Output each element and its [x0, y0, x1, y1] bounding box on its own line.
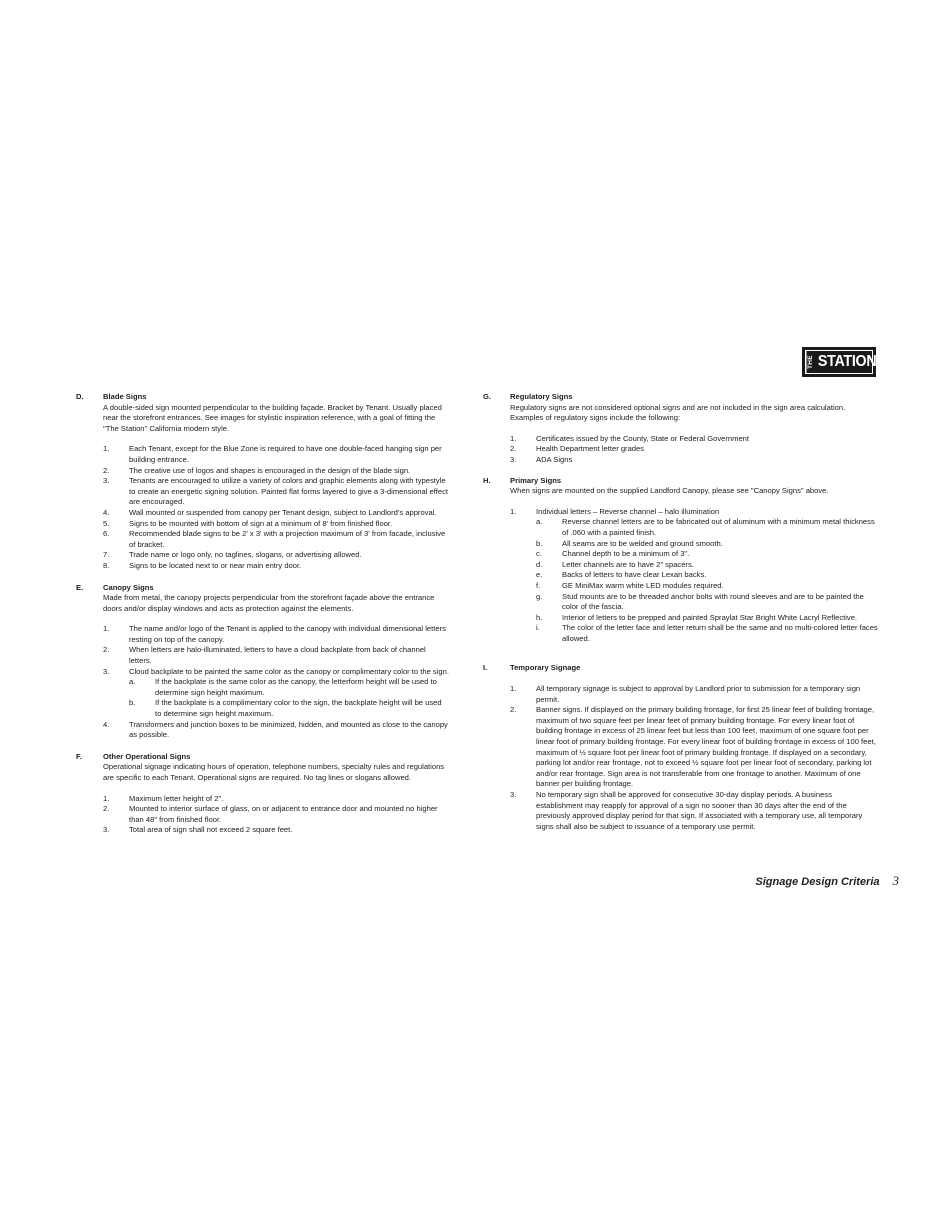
list-item	[103, 519, 450, 530]
logo-the-text: THE	[806, 351, 816, 373]
sub-item-text: Channel depth to be a minimum of 3".	[562, 549, 690, 559]
item-text: Cloud backplate to be painted the same color as the canopy or complimentary color to the sign.	[129, 666, 449, 676]
list-item	[510, 455, 879, 466]
sub-item-text: The color of the letter face and letter return shall be the same and no multi-colored letter faces allowed.	[562, 623, 878, 643]
item-number: 4.	[103, 507, 110, 517]
section-canopy-signs	[76, 583, 450, 741]
sub-item-letter: c.	[536, 549, 542, 559]
list-item	[103, 476, 450, 508]
section-intro: A double-sided sign mounted perpendicular to the building façade. Bracket by Tenant. Usually placed near the storefront entrances. See images for stylistic inspiration reference, with a goal of fitting the "The Station" California modern style.	[103, 402, 442, 433]
item-text: Mounted to interior surface of glass, on or adjacent to entrance door and mounted no higher than 48" from finished floor.	[129, 804, 438, 824]
section-title: Other Operational Signs	[103, 751, 191, 761]
item-number: 1.	[510, 433, 517, 443]
list-item	[103, 561, 450, 572]
item-text: Total area of sign shall not exceed 2 square feet.	[129, 825, 293, 835]
item-text: Signs to be mounted with bottom of sign at a minimum of 8' from finished floor.	[129, 518, 393, 528]
footer-title: Signage Design Criteria	[755, 876, 880, 888]
item-number: 3.	[103, 666, 110, 676]
item-text: Trade name or logo only, no taglines, slogans, or advertising allowed.	[129, 550, 362, 560]
item-number: 2.	[510, 444, 517, 454]
item-text: Wall mounted or suspended from canopy per Tenant design, subject to Landlord's approval.	[129, 507, 437, 517]
numbered-list	[103, 624, 450, 741]
section-title: Primary Signs	[510, 475, 562, 485]
sub-list-item	[129, 677, 450, 698]
section-blade-signs	[76, 392, 450, 572]
list-item	[510, 790, 879, 832]
sub-item-letter: a.	[129, 677, 136, 687]
sub-item-text: Backs of letters to have clear Lexan backs.	[562, 570, 707, 580]
list-item	[103, 508, 450, 519]
item-number: 4.	[103, 719, 110, 729]
sub-item-letter: f.	[536, 580, 541, 590]
section-intro: When signs are mounted on the supplied Landford Canopy, please see "Canopy Signs" above.	[510, 486, 829, 496]
sub-item-text: Letter channels are to have 2" spacers.	[562, 559, 694, 569]
sub-item-text: GE MiniMax warm white LED modules required.	[562, 580, 724, 590]
logo-frame	[805, 350, 876, 374]
list-item	[510, 507, 879, 645]
sub-list-item	[536, 549, 879, 560]
sub-item-letter: d.	[536, 559, 543, 569]
list-item	[510, 705, 879, 790]
item-number: 2.	[103, 465, 110, 475]
section-regulatory-signs	[483, 392, 879, 466]
list-item	[103, 804, 450, 825]
item-number: 5.	[103, 518, 110, 528]
list-item	[103, 550, 450, 561]
list-item	[510, 684, 879, 705]
item-number: 7.	[103, 550, 110, 560]
section-letter: F.	[76, 751, 82, 761]
sub-list-item	[536, 592, 879, 613]
item-text: Each Tenant, except for the Blue Zone is required to have one double-faced hanging sign per building entrance.	[129, 444, 442, 464]
sub-list-item	[129, 698, 450, 719]
list-item	[510, 444, 879, 455]
list-item	[103, 794, 450, 805]
item-text: The name and/or logo of the Tenant is applied to the canopy with individual dimensional letters resting on top of the canopy.	[129, 624, 446, 644]
section-intro: Operational signage indicating hours of operation, telephone numbers, specialty rules and regulations are specific to each Tenant. Operational signs are required. No tag lines or slogans allowed.	[103, 762, 445, 782]
numbered-list	[103, 794, 450, 836]
sub-list-item	[536, 623, 879, 644]
item-number: 2.	[103, 645, 110, 655]
section-operational-signs	[76, 752, 450, 836]
list-item	[103, 720, 450, 741]
list-item	[103, 825, 450, 836]
section-title: Blade Signs	[103, 392, 147, 401]
right-column	[483, 392, 879, 832]
item-number: 6.	[103, 529, 110, 539]
list-item	[103, 667, 450, 720]
section-letter: D.	[76, 392, 84, 401]
numbered-list	[510, 507, 879, 645]
sub-item-letter: i.	[536, 623, 540, 633]
sub-item-text: All seams are to be welded and ground smooth.	[562, 538, 723, 548]
sub-list-item	[536, 613, 879, 624]
page-footer	[755, 873, 899, 889]
section-letter: H.	[483, 475, 491, 485]
list-item	[103, 529, 450, 550]
sub-item-letter: h.	[536, 612, 543, 622]
item-text: The creative use of logos and shapes is encouraged in the design of the blade sign.	[129, 465, 411, 475]
item-text: Individual letters – Reverse channel – halo illumination	[536, 506, 720, 516]
list-item	[103, 444, 450, 465]
item-text: Health Department letter grades	[536, 444, 645, 454]
item-text: Recommended blade signs to be 2' x 3' with a projection maximum of 3' from facade, inclusive of bracket.	[129, 529, 446, 549]
numbered-list	[510, 434, 879, 466]
section-letter: E.	[76, 582, 84, 592]
item-number: 1.	[103, 624, 110, 634]
sub-item-letter: e.	[536, 570, 543, 580]
section-intro: Made from metal, the canopy projects perpendicular from the storefront façade above the entrance doors and/or display windows and acts as protection against the elements.	[103, 593, 435, 613]
sub-item-letter: b.	[129, 698, 136, 708]
item-text: Certificates issued by the County, State or Federal Government	[536, 433, 750, 443]
section-intro: Regulatory signs are not considered optional signs and are not included in the sign area calculation. Examples of regulatory signs include the following:	[510, 402, 846, 423]
section-title: Canopy Signs	[103, 582, 154, 592]
logo-station-text: STATION	[817, 353, 876, 371]
sub-list-item	[536, 570, 879, 581]
sub-item-text: Stud mounts are to be threaded anchor bolts with round sleeves and are to be painted the color of the fascia.	[562, 591, 864, 612]
item-text: No temporary sign shall be approved for consecutive 30-day display periods. A business establishment may reapply for approval of a sign no sooner than 30 days after the end of the previously approved display period for that sign. If associated with a temporary use, all temporary signs shall also be subject to issuance of a temporary use permit.	[536, 790, 863, 831]
left-column	[76, 392, 450, 836]
list-item	[103, 466, 450, 477]
sub-item-text: Reverse channel letters are to be fabricated out of aluminum with a minimum metal thickness of .060 with a painted finish.	[562, 517, 875, 537]
item-text: Banner signs. If displayed on the primary building frontage, for first 25 linear feet of building frontage, maximum of two square feet per linear feet of primary building frontage. For every linear foot of building frontage in excess of 25 linear feet but less than 100 feet, maximum of one square foot per linear foot of primary building frontage. For every linear foot of building frontage in excess of 100 feet, maximum of ½ square foot per linear foot of primary building frontage. If displayed on a secondary, parking lot and/or rear frontage, not to exceed ½ square foot per linear foot of secondary, parking lot and/or rear frontage. Sign area is not transferable from one frontage to another. Maximum of one banner per building frontage.	[536, 705, 876, 789]
item-number: 8.	[103, 560, 110, 570]
item-text: Maximum letter height of 2".	[129, 793, 224, 803]
list-item	[103, 645, 450, 666]
item-number: 3.	[510, 454, 517, 464]
sub-item-letter: a.	[536, 517, 543, 527]
numbered-list	[510, 684, 879, 832]
sub-list-item	[536, 560, 879, 571]
sub-list-item	[536, 581, 879, 592]
sub-item-text: If the backplate is a complimentary color to the sign, the backplate height will be used to determine sign height maximum.	[155, 698, 442, 719]
item-number: 3.	[103, 825, 110, 835]
item-number: 1.	[510, 684, 517, 694]
sub-item-letter: b.	[536, 538, 543, 548]
section-title: Temporary Signage	[510, 663, 581, 673]
section-primary-signs	[483, 476, 879, 645]
sub-list-item	[536, 517, 879, 538]
sub-list-item	[536, 539, 879, 550]
section-title: Regulatory Signs	[510, 392, 573, 401]
item-number: 3.	[103, 476, 110, 486]
item-text: ADA Signs	[536, 454, 573, 464]
item-text: When letters are halo-illuminated, letters to have a cloud backplate from back of channel letters.	[129, 645, 426, 666]
item-number: 1.	[103, 793, 110, 803]
section-letter: I.	[483, 663, 488, 673]
item-number: 2.	[510, 705, 517, 715]
the-station-logo	[802, 347, 876, 377]
item-number: 2.	[103, 804, 110, 814]
sub-item-letter: g.	[536, 591, 543, 601]
numbered-list	[103, 444, 450, 571]
list-item	[103, 624, 450, 645]
item-number: 1.	[103, 444, 110, 454]
item-text: Signs to be located next to or near main entry door.	[129, 560, 302, 570]
item-number: 1.	[510, 506, 517, 516]
sub-item-text: If the backplate is the same color as the canopy, the letterform height will be used to determine sign height maximum.	[155, 677, 437, 697]
section-temporary-signage	[483, 663, 879, 832]
list-item	[510, 434, 879, 445]
item-number: 3.	[510, 790, 517, 799]
item-text: Tenants are encouraged to utilize a variety of colors and graphic elements along with typestyle to create an energetic signing solution. Painted flat forms layered to give a 3-dimensional effect are encouraged.	[129, 476, 448, 507]
item-text: Transformers and junction boxes to be minimized, hidden, and mounted as close to the canopy as possible.	[129, 719, 448, 740]
item-text: All temporary signage is subject to approval by Landlord prior to submission for a temporary sign permit.	[536, 684, 861, 704]
section-letter: G.	[483, 392, 492, 401]
sub-item-text: Interior of letters to be prepped and painted Spraylat Star Bright White Lacryl Reflective.	[562, 612, 858, 622]
page-number: 3	[892, 873, 899, 888]
